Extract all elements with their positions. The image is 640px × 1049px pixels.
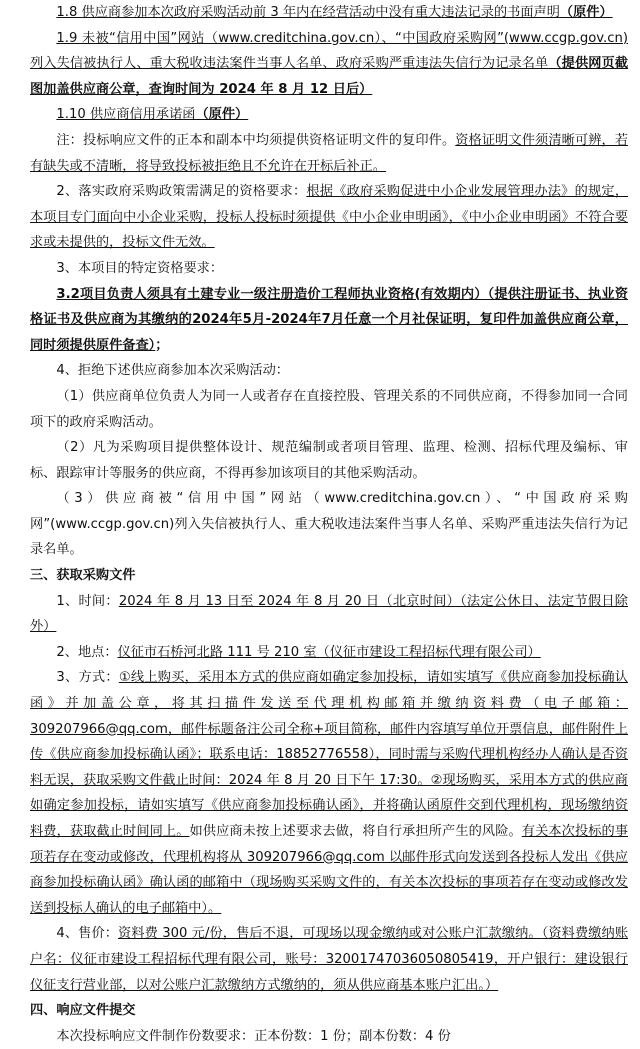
item-3-2-end: ；	[155, 337, 169, 353]
item-2-label: 2、落实政府采购政策需满足的资格要求：	[56, 184, 307, 200]
place-value: 仪征市石桥河北路 111 号 210 室（仪征市建设工程招标代理有限公司）	[117, 644, 541, 660]
clause-1-10	[30, 102, 628, 128]
way-label: 3、方式：	[56, 670, 119, 686]
way-paragraph	[30, 665, 628, 921]
item-4-1: （1）供应商单位负责人为同一人或者存在直接控股、管理关系的不同供应商，不得参加同一合同项下的政府采购活动。	[30, 388, 628, 430]
way-onsite: ②现场购买，采用本方式的供应商如确定参加投标，请如实填写《供应商参加投标确认函》，并将确认函原件交到代理机构，现场缴纳资料费，获取截止时间同上。	[30, 772, 628, 839]
time-value: 2024 年 8 月 13 日至 2024 年 8 月 20 日（北京时间）（法定公休日、法定节假日除外）	[30, 593, 628, 635]
copies-line: 本次投标响应文件制作份数要求：正本份数：1 份；副本份数：4 份	[56, 1028, 451, 1044]
clause-1-8	[30, 0, 628, 26]
time-label: 1、时间：	[56, 593, 119, 609]
way-changes: 有关本次投标的事项若存在变动或修改，代理机构将从 309207966@qq.com 以邮件形式向发送到各投标人发出《供应商参加投标确认函》确认函的邮箱中（现场购买采购文件的，有关本次投标的事项若存在变动或修改发送到投标人确认的电子邮箱中）。	[30, 824, 629, 916]
item-4-3: （3）供应商被“信用中国”网站（www.creditchina.gov.cn）、“中国政府采购网”(www.ccgp.gov.cn)列入失信被执行人、重大税收违法案件当事人名单、采购严重违法失信行为记录名单。	[30, 491, 628, 558]
price-label: 4、售价：	[56, 926, 119, 942]
way-risk: 如供应商未按上述要求去做，将自行承担所产生的风险。	[189, 824, 522, 839]
clause-1-9-text: 1.9 未被“信用中国”网站（www.creditchina.gov.cn）、“中国政府采购网”(www.ccgp.gov.cn)列入失信被执行人、重大税收违法案件当事人名单、政府采购严重违法失信行为记录名单	[30, 30, 628, 72]
price-value: 资料费 300 元/份，售后不退，可现场以现金缴纳或对公账户汇款缴纳。	[118, 926, 542, 942]
place-label: 2、地点：	[56, 644, 118, 660]
item-4: 4、拒绝下述供应商参加本次采购活动：	[56, 363, 289, 379]
time-line	[30, 589, 628, 640]
item-3: 3、本项目的特定资格要求：	[56, 260, 224, 276]
note-paragraph	[30, 128, 628, 179]
way-online: ①线上购买，采用本方式的供应商如确定参加投标，请如实填写《供应商参加投标确认函》并加盖公章，将其扫描件发送至代理机构邮箱并缴纳资料费（电子邮箱：309207966@qq.com，邮件标题备注公司全称+项目简称，邮件内容填写单位开票信息，邮件附件上传《供应商参加投标确认函》；联系电话：18852776558），同时需与采购代理机构经办人确认是否资料无误，获取采购文件截止时间：2024 年 8 月 20 日下午 17:30。	[30, 670, 628, 788]
clause-1-9-screenshot-note: （提供网页截图加盖供应商公章，查询时间为 2024 年 8 月 12 日后）	[30, 56, 629, 97]
item-2	[30, 179, 628, 256]
item-2-text: 根据《政府采购促进中小企业发展管理办法》的规定，本项目专门面向中小企业采购，投标人投标时须提供《中小企业申明函》，《中小企业申明函》不符合要求或未提供的，投标文件无效。	[30, 184, 629, 251]
clause-1-8-text: 1.8 供应商参加本次政府采购活动前 3 年内在经营活动中没有重大违法记录的书面声明	[56, 5, 560, 20]
clause-1-10-text: 1.10 供应商信用承诺函	[56, 107, 196, 123]
clause-1-8-original: （原件）	[559, 5, 613, 20]
item-3-2-text: 3.2项目负责人须具有土建专业一级注册造价工程师执业资格(有效期内）（提供注册证书、执业资格证书及供应商为其缴纳的2024年5月-2024年7月任意一个月社保证明，复印件加盖供应商公章，同时须提供原件备查）	[30, 286, 628, 353]
price-paragraph	[30, 921, 628, 998]
item-4-2: （2）凡为采购项目提供整体设计、规范编制或者项目管理、监理、检测、招标代理及编标、审标、跟踪审计等服务的供应商，不得再参加该项目的其他采购活动。	[30, 440, 628, 481]
clause-1-9	[30, 26, 628, 103]
place-line	[30, 640, 628, 666]
price-account: （资料费缴纳账户名：仪征市建设工程招标代理有限公司，账号：32001747036050805419，开户银行：建设银行仪征支行营业部，以对公账户汇款缴纳方式缴纳的，须从供应商基本账户汇出。）	[30, 926, 629, 993]
note-text: 注：投标响应文件的正本和副本中均须提供资格证明文件的复印件。	[56, 132, 456, 148]
note-underlined-text: 资格证明文件须清晰可辨，若有缺失或不清晰，将导致投标被拒绝且不允许在开标后补正。	[30, 132, 629, 174]
item-3-2	[30, 282, 628, 359]
section-3-heading: 三、获取采购文件	[30, 568, 136, 584]
section-4-heading: 四、响应文件提交	[30, 1003, 136, 1019]
clause-1-10-original: （原件）	[195, 107, 249, 123]
